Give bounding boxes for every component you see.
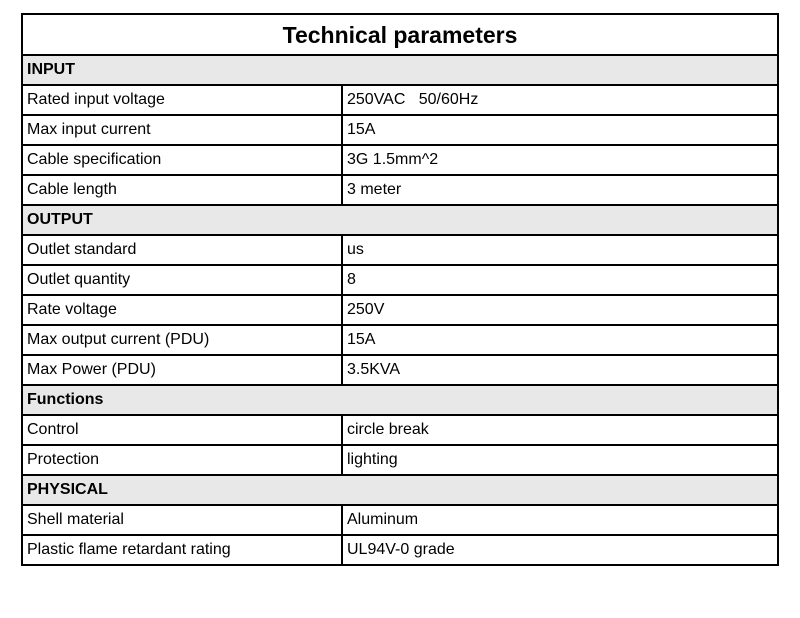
param-label: Shell material [22,505,342,535]
param-value: UL94V-0 grade [342,535,778,565]
param-value: us [342,235,778,265]
param-value: 8 [342,265,778,295]
table-row [22,505,778,535]
table-title: Technical parameters [22,14,778,55]
param-value: circle break [342,415,778,445]
param-label: Rated input voltage [22,85,342,115]
section-heading: INPUT [22,55,778,85]
param-label: Protection [22,445,342,475]
table-row [22,265,778,295]
param-label: Cable specification [22,145,342,175]
table-row [22,295,778,325]
table-body [22,14,778,565]
param-label: Rate voltage [22,295,342,325]
table-row [22,415,778,445]
param-value: 250VAC 50/60Hz [342,85,778,115]
param-value: 15A [342,325,778,355]
param-value: 3.5KVA [342,355,778,385]
param-label: Outlet quantity [22,265,342,295]
title-row [22,14,778,55]
technical-parameters-table [21,13,779,566]
section-row-physical [22,475,778,505]
section-heading: Functions [22,385,778,415]
param-value: 3 meter [342,175,778,205]
table-row [22,445,778,475]
section-heading: PHYSICAL [22,475,778,505]
table-row [22,235,778,265]
table-row [22,325,778,355]
table-row [22,355,778,385]
table-row [22,535,778,565]
table-row [22,175,778,205]
section-row-output [22,205,778,235]
section-heading: OUTPUT [22,205,778,235]
param-value: lighting [342,445,778,475]
table-row [22,85,778,115]
param-value: Aluminum [342,505,778,535]
param-label: Max output current (PDU) [22,325,342,355]
table-row [22,145,778,175]
param-label: Outlet standard [22,235,342,265]
section-row-input [22,55,778,85]
section-row-functions [22,385,778,415]
table-row [22,115,778,145]
param-value: 250V [342,295,778,325]
param-label: Plastic flame retardant rating [22,535,342,565]
param-value: 15A [342,115,778,145]
param-label: Control [22,415,342,445]
param-label: Cable length [22,175,342,205]
param-label: Max input current [22,115,342,145]
param-value: 3G 1.5mm^2 [342,145,778,175]
param-label: Max Power (PDU) [22,355,342,385]
